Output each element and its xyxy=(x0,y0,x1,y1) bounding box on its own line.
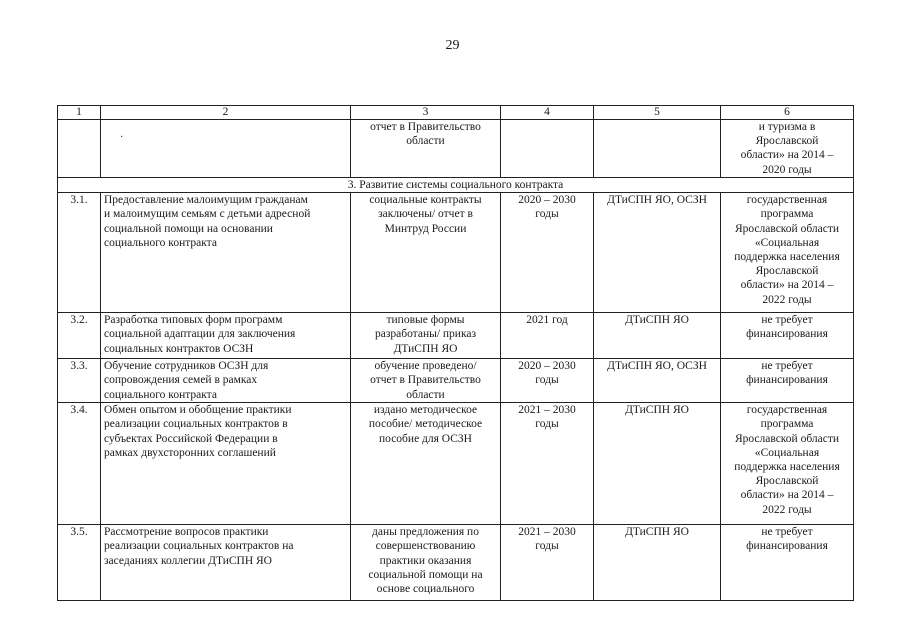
row-number: 3.2. xyxy=(58,313,101,359)
row-executor: ДТиСПН ЯО, ОСЗН xyxy=(607,194,707,207)
table-row xyxy=(58,313,854,359)
row-funding: государственная программа Ярославской области «Социальная поддержка населения Ярославской области» на 2014 – 2022 годы xyxy=(734,194,840,306)
table-row xyxy=(58,193,854,313)
row-task: Обучение сотрудников ОСЗН для сопровождения семей в рамках социального контракта xyxy=(104,360,269,401)
column-number: 2 xyxy=(101,106,351,120)
continuation-result: отчет в Правительство области xyxy=(370,121,481,148)
cell-task xyxy=(101,120,351,178)
row-period: 2021 год xyxy=(526,314,568,327)
column-number: 3 xyxy=(351,106,501,120)
table-row xyxy=(58,359,854,403)
row-funding: государственная программа Ярославской области «Социальная поддержка населения Ярославской области» на 2014 – 2022 годы xyxy=(734,404,840,516)
table-row xyxy=(58,525,854,601)
page-number: 29 xyxy=(445,38,460,53)
action-plan-table xyxy=(57,105,854,601)
row-result: даны предложения по совершенствованию практики оказания социальной помощи на основе социального xyxy=(368,526,483,596)
row-period: 2021 – 2030 годы xyxy=(518,526,576,553)
row-result: типовые формы разработаны/ приказ ДТиСПН ЯО xyxy=(374,314,477,355)
row-number: 3.5. xyxy=(58,525,101,601)
row-funding: не требует финансирования xyxy=(746,314,828,341)
row-result: обучение проведено/ отчет в Правительство области xyxy=(370,360,481,401)
row-executor: ДТиСПН ЯО xyxy=(625,314,689,327)
scan-dot: · xyxy=(120,132,124,143)
row-task: Обмен опытом и обобщение практики реализации социальных контрактов в субъектах Российской Федерации в рамках двухсторонних соглашений xyxy=(104,404,292,459)
row-number: 3.4. xyxy=(58,403,101,525)
column-number-row xyxy=(58,106,854,120)
column-number: 4 xyxy=(501,106,594,120)
row-period: 2021 – 2030 годы xyxy=(518,404,576,431)
row-executor: ДТиСПН ЯО, ОСЗН xyxy=(607,360,707,373)
row-result: социальные контракты заключены/ отчет в Минтруд России xyxy=(369,194,482,235)
row-number: 3.1. xyxy=(58,193,101,313)
row-task: Предоставление малоимущим гражданам и малоимущим семьям с детьми адресной социальной помощи на основании социального контракта xyxy=(104,194,311,249)
cell-executor xyxy=(594,120,721,178)
cell-result xyxy=(351,120,501,178)
column-number: 1 xyxy=(58,106,101,120)
row-task: Разработка типовых форм программ социальной адаптации для заключения социальных контрактов ОСЗН xyxy=(104,314,296,355)
table-row xyxy=(58,403,854,525)
row-funding: не требует финансирования xyxy=(746,526,828,553)
continuation-row xyxy=(58,120,854,178)
cell-period xyxy=(501,120,594,178)
continuation-funding: и туризма в Ярославской области» на 2014 – 2020 годы xyxy=(740,121,834,176)
row-executor: ДТиСПН ЯО xyxy=(625,404,689,417)
row-executor: ДТиСПН ЯО xyxy=(625,526,689,539)
row-funding: не требует финансирования xyxy=(746,360,828,387)
row-result: издано методическое пособие/ методическое пособие для ОСЗН xyxy=(368,404,483,445)
column-number: 5 xyxy=(594,106,721,120)
row-task: Рассмотрение вопросов практики реализации социальных контрактов на заседаниях коллегии ДТиСПН ЯО xyxy=(104,526,294,567)
column-number: 6 xyxy=(721,106,854,120)
row-number: 3.3. xyxy=(58,359,101,403)
section-row xyxy=(58,178,854,193)
section-title: 3. Развитие системы социального контракта xyxy=(58,178,854,193)
row-period: 2020 – 2030 годы xyxy=(518,360,576,387)
cell-num xyxy=(58,120,101,178)
row-period: 2020 – 2030 годы xyxy=(518,194,576,221)
cell-funding xyxy=(721,120,854,178)
